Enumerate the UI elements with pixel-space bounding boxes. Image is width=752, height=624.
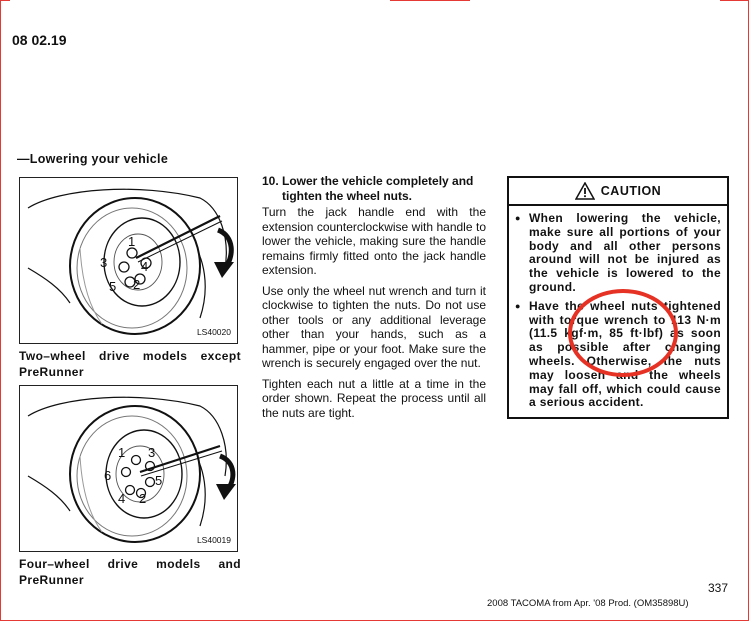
nut-label-4: 4 <box>118 491 126 506</box>
nut-label-3: 3 <box>148 445 156 460</box>
frame-gap <box>10 0 390 3</box>
nut-label-5: 5 <box>155 473 163 488</box>
page-number: 337 <box>708 581 729 595</box>
figure-id: LS40019 <box>196 535 231 545</box>
step-paragraph: Turn the jack handle end with the extension counterclockwise with handle to lower the vehicle, making sure the handle remains firmly fitted onto the jack handle extension. <box>262 205 486 277</box>
frame-gap <box>470 0 720 3</box>
nut-label-4: 4 <box>141 259 149 274</box>
wheel-figure-4wd <box>19 385 238 552</box>
footer-edition: 2008 TACOMA from Apr. '08 Prod. (OM35898U) <box>487 598 689 609</box>
wheel-figure-2wd <box>19 177 238 344</box>
nut-label-2: 2 <box>133 277 141 292</box>
caution-item: ● When lowering the vehicle, make sure all portions of your body and all other persons around will not be injured as the vehicle is lowered to the ground. <box>529 212 721 295</box>
step-body <box>262 205 486 426</box>
step-paragraph: Use only the wheel nut wrench and turn it clockwise to tighten the nuts. Do not use other tools or any additional leverage other than your hands, such as a hammer, pipe or your foot. Make sure the wrench is securely engaged over the nut. <box>262 283 486 370</box>
caution-header <box>509 178 727 206</box>
caution-list <box>509 212 727 410</box>
caution-box <box>507 176 729 419</box>
step-paragraph: Tighten each nut a little at a time in the order shown. Repeat the process until all the nuts are tight. <box>262 376 486 420</box>
step-heading <box>262 174 490 204</box>
nut-label-3: 3 <box>100 255 108 270</box>
nut-label-5: 5 <box>109 279 117 294</box>
caution-title: CAUTION <box>600 184 662 198</box>
section-title: —Lowering your vehicle <box>17 152 169 166</box>
wheel-illustration <box>20 178 238 344</box>
wheel-illustration <box>20 386 238 552</box>
figure-caption: Two–wheel drive models except PreRunner <box>19 349 241 379</box>
figure-caption: Four–wheel drive models and PreRunner <box>19 557 241 587</box>
nut-label-1: 1 <box>118 445 126 460</box>
nut-label-1: 1 <box>128 234 136 249</box>
nut-label-2: 2 <box>139 491 147 506</box>
step-number: 10. <box>262 174 279 188</box>
step-title: Lower the vehicle completely and tighten the wheel nuts. <box>282 174 474 203</box>
warning-triangle-icon <box>575 182 595 200</box>
figure-id: LS40020 <box>196 327 231 337</box>
caution-item: ● Have the wheel nuts tightened with torque wrench to 113 N·m (11.5 kgf·m, 85 ft·lbf) as soon as possible after changing wheels. Otherwise, the nuts may loosen and the wheels may fall off, which could cause a serious accident. <box>529 300 721 410</box>
nut-label-6: 6 <box>104 468 112 483</box>
document-code: 08 02.19 <box>12 32 67 48</box>
